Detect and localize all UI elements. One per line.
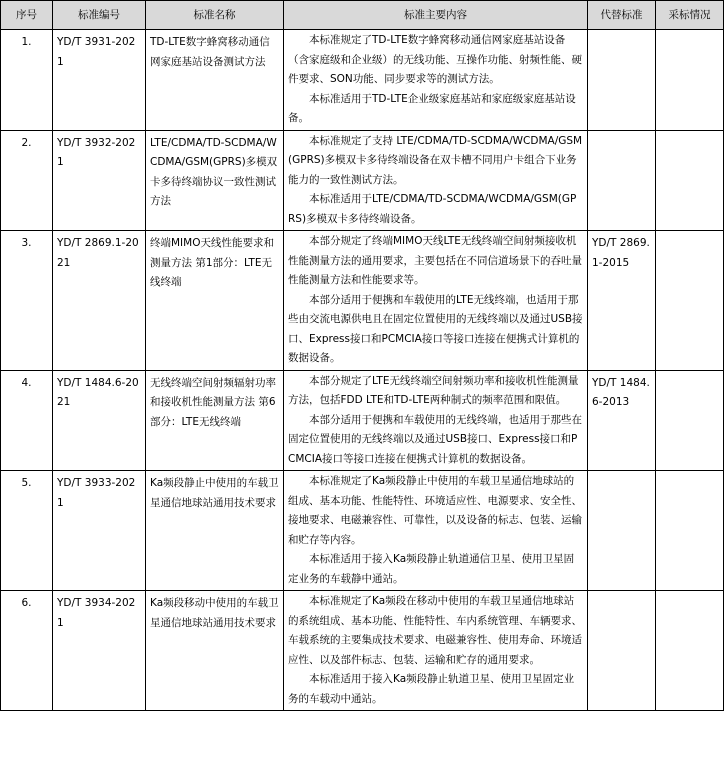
- row-name: Ka频段移动中使用的车载卫星通信地球站通用技术要求: [146, 591, 284, 711]
- row-seq: 6.: [1, 591, 53, 711]
- row-seq: 5.: [1, 471, 53, 591]
- content-paragraph: 本标准规定了支持 LTE/CDMA/TD-SCDMA/WCDMA/GSM(GPRS)多模双卡多待终端设备在双卡槽不同用户卡组合下业务能力的一致性测试方法。: [288, 134, 583, 186]
- row-name: Ka频段静止中使用的车载卫星通信地球站通用技术要求: [146, 471, 284, 591]
- row-name: 无线终端空间射频辐射功率和接收机性能测量方法 第6部分：LTE无线终端: [146, 370, 284, 471]
- row-adopted: [656, 471, 724, 591]
- row-name: LTE/CDMA/TD-SCDMA/WCDMA/GSM(GPRS)多模双卡多待终端协议一致性测试方法: [146, 130, 284, 231]
- row-code: YD/T 3933-2021: [53, 471, 146, 591]
- content-paragraph: 本标准适用于TD-LTE企业级家庭基站和家庭级家庭基站设备。: [288, 92, 576, 124]
- row-name: TD-LTE数字蜂窝移动通信网家庭基站设备测试方法: [146, 30, 284, 131]
- header-name: 标准名称: [146, 1, 284, 30]
- row-code: YD/T 3932-2021: [53, 130, 146, 231]
- header-adopted: 采标情况: [656, 1, 724, 30]
- row-code: YD/T 2869.1-2021: [53, 231, 146, 371]
- content-paragraph: 本部分适用于便携和车载使用的LTE无线终端，也适用于那些由交流电源供电且在固定位置使用的无线终端以及通过USB接口、Express接口和PCMCIA接口等接口连接在便携式计算机的数据设备。: [288, 293, 583, 364]
- content-paragraph: 本部分规定了终端MIMO天线LTE无线终端空间射频接收机性能测量方法的通用要求，主要包括在不同信道场景下的吞吐量性能测量方法和性能要求等。: [288, 235, 582, 286]
- row-adopted: [656, 231, 724, 371]
- row-adopted: [656, 370, 724, 471]
- row-content: [284, 231, 588, 371]
- table-header-row: [1, 1, 724, 30]
- row-replaces: YD/T 1484.6-2013: [588, 370, 656, 471]
- row-adopted: [656, 130, 724, 231]
- row-seq: 2.: [1, 130, 53, 231]
- table-row: [1, 231, 724, 371]
- row-adopted: [656, 591, 724, 711]
- row-code: YD/T 3934-2021: [53, 591, 146, 711]
- header-code: 标准编号: [53, 1, 146, 30]
- row-seq: 1.: [1, 30, 53, 131]
- row-name: 终端MIMO天线性能要求和测量方法 第1部分：LTE无线终端: [146, 231, 284, 371]
- content-paragraph: 本标准规定了Ka频段静止中使用的车载卫星通信地球站的组成、基本功能、性能特性、环境适应性、电源要求、安全性、接地要求、电磁兼容性、可靠性，以及设备的标志、包装、运输和贮存等内容。: [288, 475, 582, 546]
- row-seq: 3.: [1, 231, 53, 371]
- content-paragraph: 本标准规定了Ka频段在移动中使用的车载卫星通信地球站的系统组成、基本功能、性能特性、车内系统管理、车辆要求、车载系统的主要集成技术要求、电磁兼容性、使用寿命、环境适应性、以及部件标志、包装、运输和贮存的通用要求。: [288, 595, 582, 666]
- row-content: [284, 370, 588, 471]
- row-content: [284, 130, 588, 231]
- row-replaces: [588, 30, 656, 131]
- row-replaces: [588, 591, 656, 711]
- row-code: YD/T 1484.6-2021: [53, 370, 146, 471]
- content-paragraph: 本标准适用于LTE/CDMA/TD-SCDMA/WCDMA/GSM(GPRS)多模双卡多待终端设备。: [288, 193, 577, 225]
- header-replaces: 代替标准: [588, 1, 656, 30]
- row-replaces: [588, 130, 656, 231]
- content-paragraph: 本标准规定了TD-LTE数字蜂窝移动通信网家庭基站设备（含家庭级和企业级）的无线功能、互操作功能、射频性能、硬件要求、SON功能、同步要求等的测试方法。: [288, 34, 582, 85]
- table-row: [1, 591, 724, 711]
- content-paragraph: 本部分规定了LTE无线终端空间射频功率和接收机性能测量方法，包括FDD LTE和TD-LTE两种制式的频率范围和限值。: [288, 374, 579, 406]
- row-adopted: [656, 30, 724, 131]
- table-row: [1, 30, 724, 131]
- row-content: [284, 591, 588, 711]
- content-paragraph: 本部分适用于便携和车载使用的无线终端，也适用于那些在固定位置使用的无线终端以及通过USB接口、Express接口和PCMCIA接口等接口连接在便携式计算机的数据设备。: [288, 413, 582, 465]
- content-paragraph: 本标准适用于接入Ka频段静止轨道通信卫星、使用卫星固定业务的车载静中通站。: [288, 553, 575, 585]
- content-paragraph: 本标准适用于接入Ka频段静止轨道卫星、使用卫星固定业务的车载动中通站。: [288, 673, 575, 705]
- table-row: [1, 471, 724, 591]
- row-content: [284, 471, 588, 591]
- row-code: YD/T 3931-2021: [53, 30, 146, 131]
- row-replaces: [588, 471, 656, 591]
- row-seq: 4.: [1, 370, 53, 471]
- header-content: 标准主要内容: [284, 1, 588, 30]
- table-row: [1, 130, 724, 231]
- header-seq: 序号: [1, 1, 53, 30]
- row-content: [284, 30, 588, 131]
- table-row: [1, 370, 724, 471]
- row-replaces: YD/T 2869.1-2015: [588, 231, 656, 371]
